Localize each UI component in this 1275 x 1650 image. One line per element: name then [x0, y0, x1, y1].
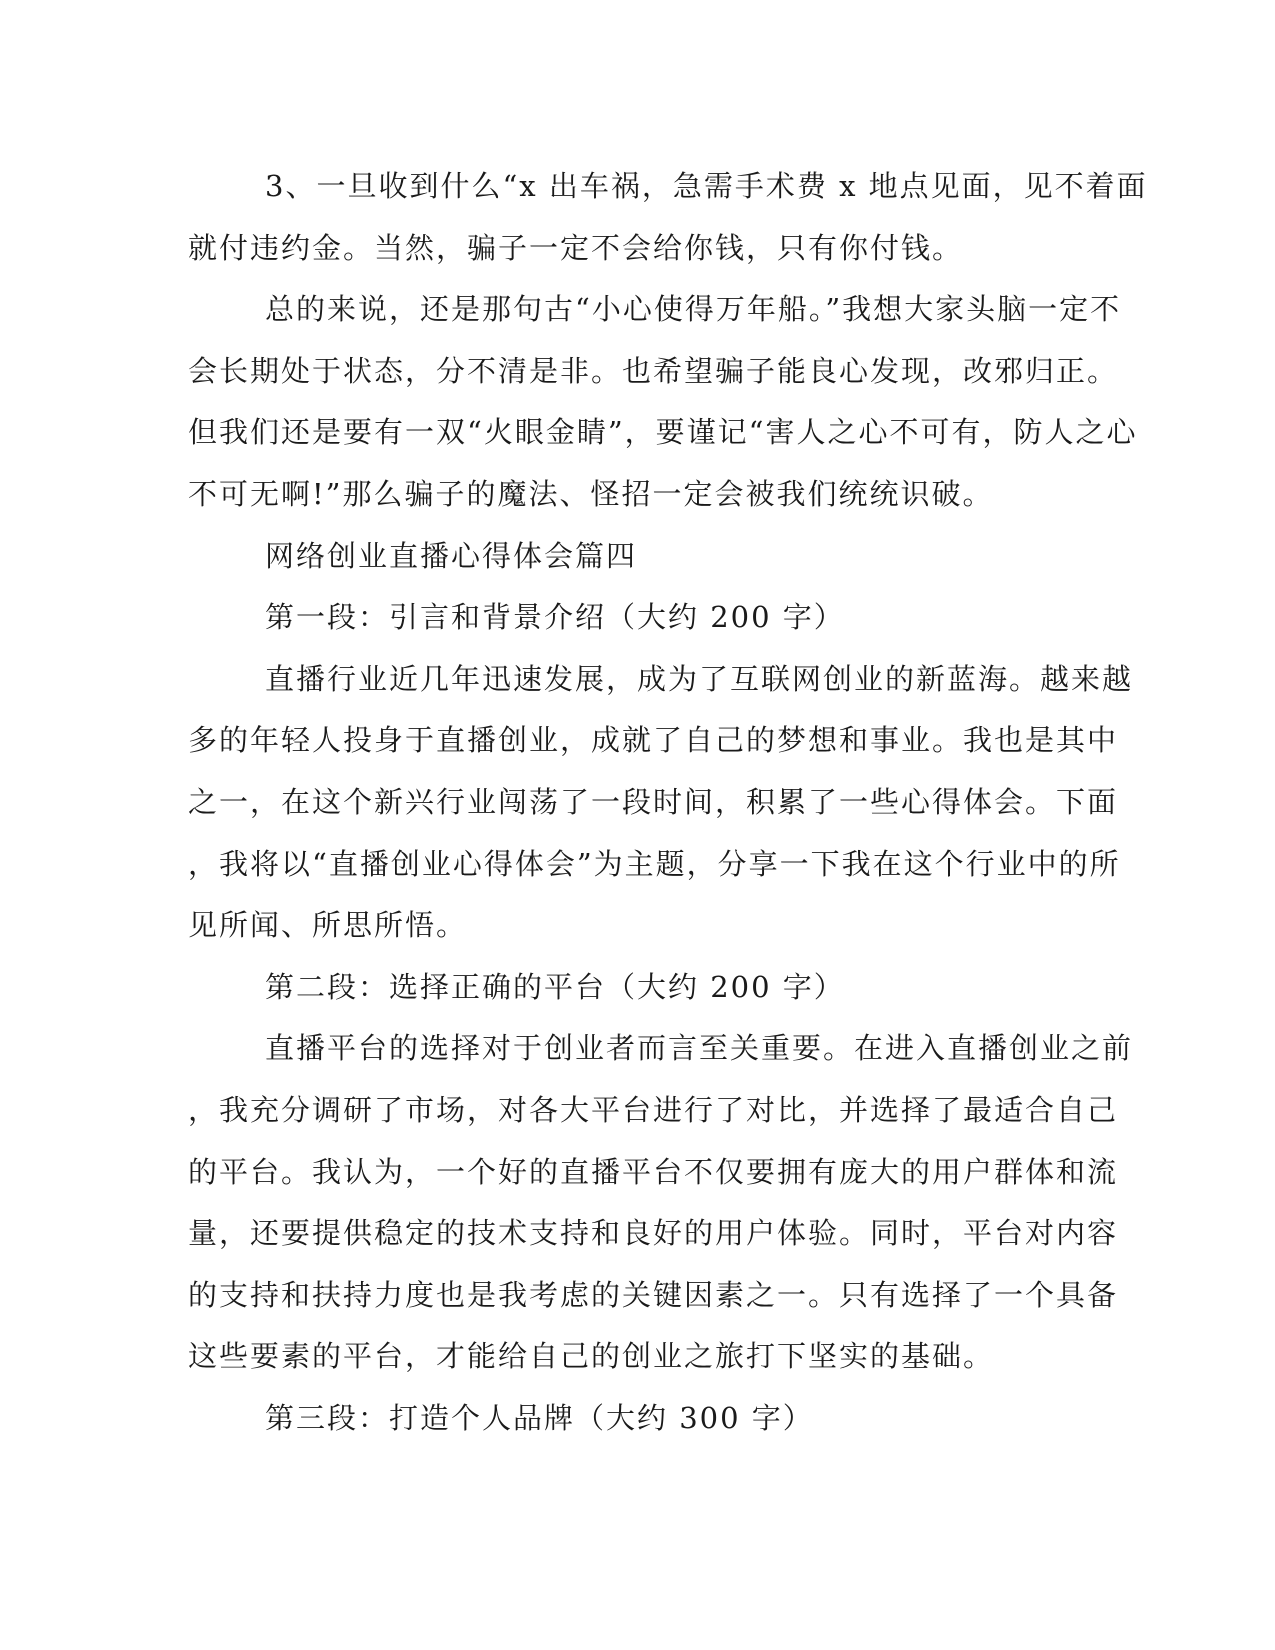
text-line: 总的来说，还是那句古“小心使得万年船。”我想大家头脑一定不: [265, 292, 1122, 327]
text-line: 之一，在这个新兴行业闯荡了一段时间，积累了一些心得体会。下面: [188, 784, 1119, 819]
text-line: ，我充分调研了市场，对各大平台进行了对比，并选择了最适合自己: [188, 1092, 1119, 1127]
text-line: ，我将以“直播创业心得体会”为主题，分享一下我在这个行业中的所: [188, 846, 1121, 881]
text-line: 直播行业近几年迅速发展，成为了互联网创业的新蓝海。越来越: [265, 661, 1134, 696]
text-line: 但我们还是要有一双“火眼金睛”，要谨记“害人之心不可有，防人之心: [188, 415, 1138, 450]
text-line: 不可无啊!”那么骗子的魔法、怪招一定会被我们统统识破。: [188, 476, 994, 511]
text-line: 网络创业直播心得体会篇四: [265, 538, 638, 573]
text-line: 多的年轻人投身于直播创业，成就了自己的梦想和事业。我也是其中: [188, 723, 1119, 758]
text-line: 第二段：选择正确的平台（大约 200 字）: [265, 969, 845, 1004]
text-line: 第一段：引言和背景介绍（大约 200 字）: [265, 600, 845, 635]
text-line: 第三段：打造个人品牌（大约 300 字）: [265, 1400, 814, 1435]
text-line: 就付违约金。当然，骗子一定不会给你钱，只有你付钱。: [188, 230, 964, 265]
text-line: 直播平台的选择对于创业者而言至关重要。在进入直播创业之前: [265, 1031, 1134, 1066]
text-line: 3、一旦收到什么“x 出车祸，急需手术费 x 地点见面，见不着面: [265, 169, 1148, 203]
text-line: 见所闻、所思所悟。: [188, 908, 468, 943]
text-line: 的平台。我认为，一个好的直播平台不仅要拥有庞大的用户群体和流: [188, 1154, 1119, 1189]
text-line: 这些要素的平台，才能给自己的创业之旅打下坚实的基础。: [188, 1339, 995, 1374]
text-line: 会长期处于状态，分不清是非。也希望骗子能良心发现，改邪归正。: [188, 353, 1119, 388]
document-body: [188, 156, 1148, 1449]
text-line: 的支持和扶持力度也是我考虑的关键因素之一。只有选择了一个具备: [188, 1277, 1119, 1312]
text-line: 量，还要提供稳定的技术支持和良好的用户体验。同时，平台对内容: [188, 1216, 1119, 1251]
